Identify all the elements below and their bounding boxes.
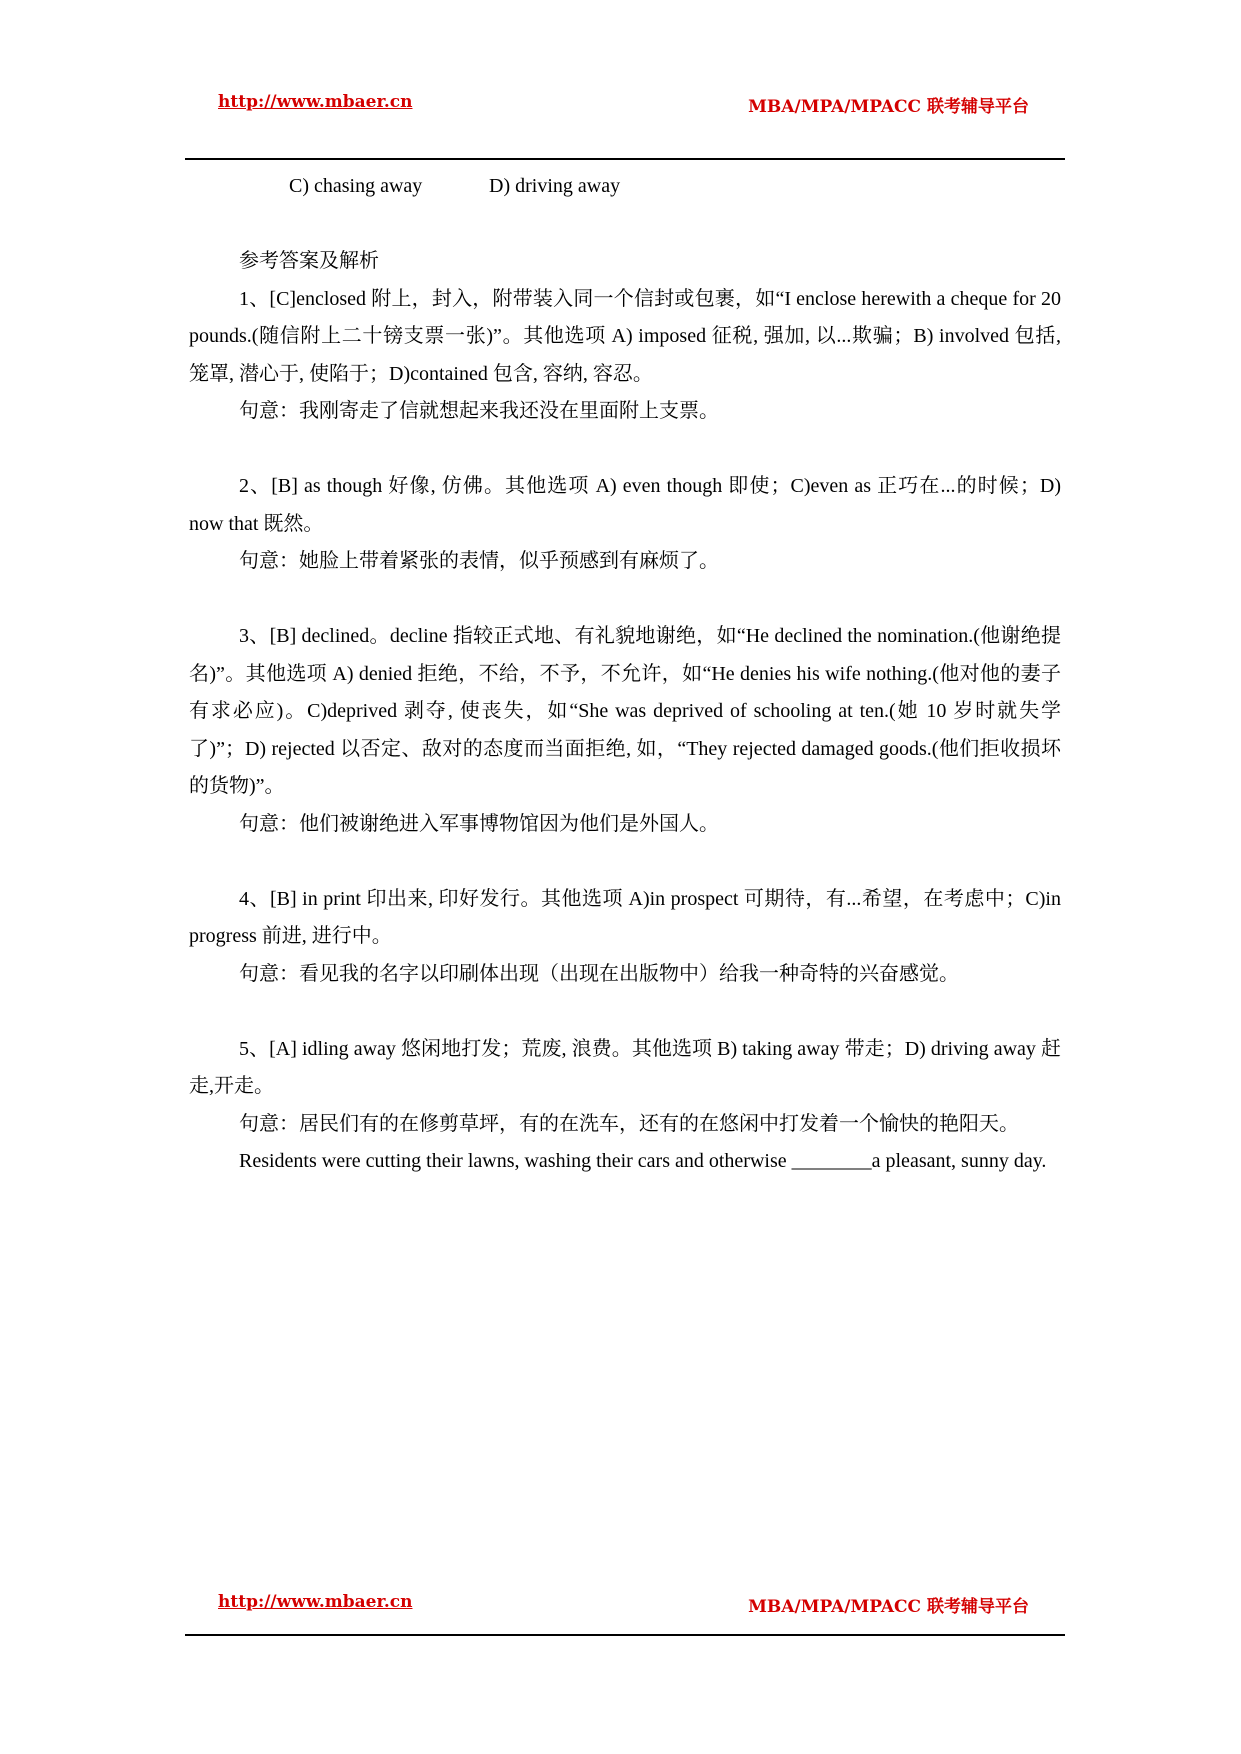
page-body — [189, 168, 1061, 1181]
footer-url-link[interactable]: http://www.mbaer.cn — [218, 1592, 413, 1612]
answer-3-explanation: 3、[B] declined。decline 指较正式地、有礼貌地谢绝，如“He declined the nomination.(他谢绝提名)”。其他选项 A) denied 拒绝，不给，不予，不允许，如“He denies his wife nothing.(他对他的妻子有求必应)。C)deprived 剥夺, 使丧失，如“She was deprived of schooling at ten.(她 10 岁时就失学了)”；D) rejected 以否定、敌对的态度而当面拒绝, 如，“They rejected damaged goods.(他们拒收损坏的货物)”。 — [189, 625, 1061, 797]
footer-platform-title: MBA/MPA/MPACC 联考辅导平台 — [748, 1597, 1029, 1617]
option-c: C) chasing away — [289, 175, 423, 197]
header-platform-title: MBA/MPA/MPACC 联考辅导平台 — [748, 97, 1029, 117]
answer-options-line — [189, 168, 1061, 206]
header-divider — [185, 158, 1065, 160]
answer-5-meaning: 句意：居民们有的在修剪草坪，有的在洗车，还有的在悠闲中打发着一个愉快的艳阳天。 — [239, 1112, 1019, 1135]
answer-4-explanation: 4、[B] in print 印出来, 印好发行。其他选项 A)in prospect 可期待，有...希望，在考虑中；C)in progress 前进, 进行中。 — [189, 887, 1061, 947]
next-question-sentence: Residents were cutting their lawns, washing their cars and otherwise ________a pleasant, sunny day. — [239, 1150, 1047, 1172]
header-url-link[interactable]: http://www.mbaer.cn — [218, 92, 413, 112]
footer-divider — [185, 1634, 1065, 1636]
answer-2-meaning: 句意：她脸上带着紧张的表情，似乎预感到有麻烦了。 — [239, 550, 719, 572]
answer-3-meaning: 句意：他们被谢绝进入军事博物馆因为他们是外国人。 — [239, 812, 719, 835]
section-title: 参考答案及解析 — [239, 250, 379, 272]
answer-5-explanation: 5、[A] idling away 悠闲地打发；荒废, 浪费。其他选项 B) taking away 带走；D) driving away 赶走,开走。 — [189, 1037, 1061, 1097]
answer-1-meaning: 句意：我刚寄走了信就想起来我还没在里面附上支票。 — [239, 400, 719, 422]
answer-1-explanation: 1、[C]enclosed 附上，封入，附带装入同一个信封或包裹，如“I enclose herewith a cheque for 20 pounds.(随信附上二十镑支票一张)”。其他选项 A) imposed 征税, 强加, 以...欺骗；B) involved 包括, 笼罩, 潜心于, 使陷于；D)contained 包含, 容纳, 容忍。 — [189, 287, 1061, 385]
answer-2-explanation: 2、[B] as though 好像, 仿佛。其他选项 A) even though 即使；C)even as 正巧在...的时候；D) now that 既然。 — [189, 475, 1061, 535]
answer-4-meaning: 句意：看见我的名字以印刷体出现（出现在出版物中）给我一种奇特的兴奋感觉。 — [239, 962, 959, 985]
option-d: D) driving away — [489, 175, 621, 197]
